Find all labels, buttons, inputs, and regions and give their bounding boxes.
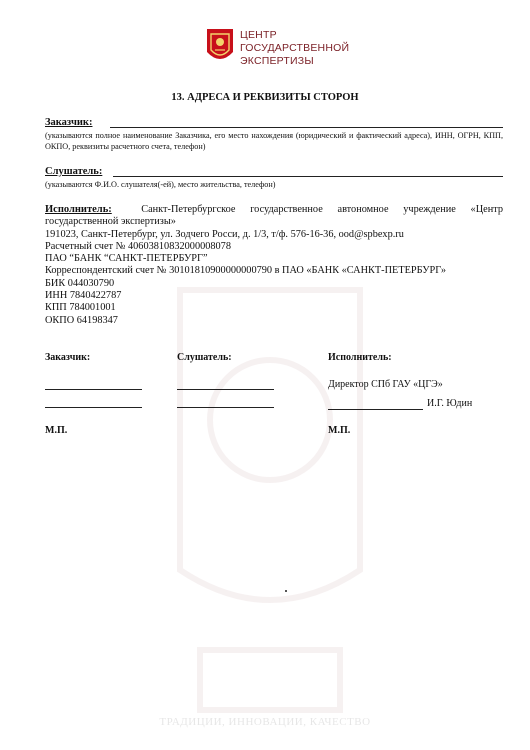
watermark-emblem-icon <box>140 270 400 740</box>
director-title: Директор СПб ГАУ «ЦГЭ» <box>328 379 443 390</box>
customer-sign-line-1 <box>45 389 142 390</box>
listener-sign-line-2 <box>177 407 274 408</box>
listener-label: Слушатель: <box>45 166 103 177</box>
director-sign-line <box>328 409 423 410</box>
customer-hint: (указываются полное наименование Заказчика, его место нахождения (юридический и фактический адреса), ИНН, ОГРН, КПП, ОКПО, реквизиты расчетного счета, телефон) <box>45 131 503 151</box>
stamp-place-left: М.П. <box>45 425 68 436</box>
listener-sign-line-1 <box>177 389 274 390</box>
sign-customer-label: Заказчик: <box>45 352 91 363</box>
logo-text <box>240 29 349 68</box>
faded-footer-motto: ТРАДИЦИИ, ИННОВАЦИИ, КАЧЕСТВО <box>159 716 371 728</box>
stray-dot <box>285 590 287 592</box>
listener-fill-line <box>113 176 503 177</box>
sign-executor-label: Исполнитель: <box>328 352 392 363</box>
executor-address: 191023, Санкт-Петербург, ул. Зодчего Росси, д. 1/3, т/ф. 576-16-36, ood@spbexp.ru <box>45 228 404 240</box>
sign-listener-label: Слушатель: <box>177 352 232 363</box>
executor-account: Расчетный счет № 40603810832000008078 <box>45 240 231 252</box>
logo-line-3: ЭКСПЕРТИЗЫ <box>240 55 314 67</box>
executor-inn: ИНН 7840422787 <box>45 290 122 302</box>
executor-bank: ПАО “БАНК “САНКТ-ПЕТЕРБУРГ” <box>45 253 208 265</box>
executor-bik: БИК 044030790 <box>45 277 115 289</box>
logo-line-1: ЦЕНТР <box>240 29 277 41</box>
section-title: 13. АДРЕСА И РЕКВИЗИТЫ СТОРОН <box>171 92 359 103</box>
executor-label: Исполнитель: <box>45 204 112 215</box>
stamp-place-right: М.П. <box>328 425 351 436</box>
executor-corr-account: Корреспондентский счет № 30101810900000000790 в ПАО «БАНК «САНКТ-ПЕТЕРБУРГ» <box>45 265 447 277</box>
executor-block <box>45 204 503 327</box>
customer-fill-line <box>110 127 503 128</box>
customer-sign-line-2 <box>45 407 142 408</box>
listener-hint: (указываются Ф.И.О. слушателя(-ей), место жительства, телефон) <box>45 180 276 189</box>
logo-line-2: ГОСУДАРСТВЕННОЙ <box>240 42 350 54</box>
executor-kpp: КПП 784001001 <box>45 302 116 314</box>
director-name: И.Г. Юдин <box>427 398 473 409</box>
customer-label: Заказчик: <box>45 117 93 128</box>
executor-okpo: ОКПО 64198347 <box>45 314 118 326</box>
executor-name: Санкт-Петербургское государственное автономное учреждение «Центр государственной экспертизы» <box>45 204 503 228</box>
coat-of-arms-icon <box>206 28 234 66</box>
executor-name-para <box>45 204 503 229</box>
